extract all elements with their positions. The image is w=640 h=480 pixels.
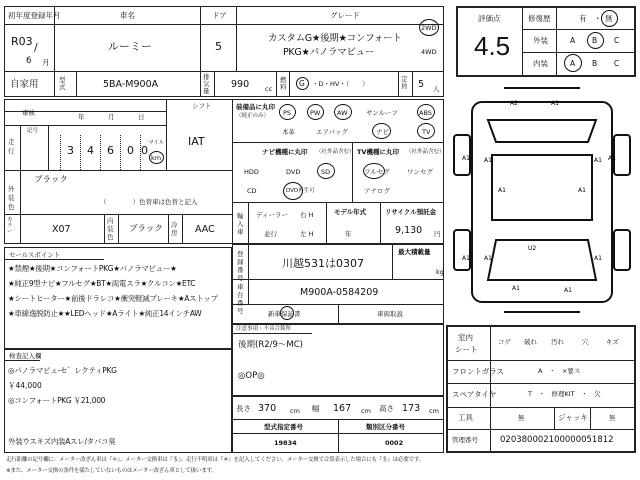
inspector-line-1: ◎パノラマビュ-セ゛レクティPKG bbox=[8, 366, 117, 375]
car-outline-icon bbox=[448, 80, 636, 320]
spare-label: スペアタイヤ bbox=[452, 390, 497, 399]
new-warranty: 新車保証書 bbox=[268, 310, 301, 318]
equip-tv: TV bbox=[422, 128, 431, 136]
ext-grade-label: 外装 bbox=[533, 36, 548, 45]
equipment-sub: （純正のみ） bbox=[236, 113, 270, 119]
reg-month: 6 bbox=[26, 56, 32, 66]
length-unit: cm bbox=[290, 407, 300, 415]
length-value: 370 bbox=[258, 403, 277, 414]
width-value: 167 bbox=[333, 403, 352, 414]
disp-label: 排気量 bbox=[203, 73, 210, 95]
mileage-digit-4: 0 bbox=[127, 144, 134, 157]
equip-aw: AW bbox=[337, 109, 348, 117]
diag-label-6: A1 bbox=[594, 157, 602, 164]
sheet-tear: 破れ bbox=[524, 338, 537, 346]
equip-navi: ナビ bbox=[376, 128, 389, 136]
sales-line-2: ★純正9型ナビ★フルセグ★BT★両電スラ★クルコン★ETC bbox=[8, 279, 196, 288]
footer-line1: 走行距離の記号欄に：メーター改ざん車は『＊』、メーター交換車は『＄』、走行不明車は『＃』を記入してください。メーター交換で合算表示した場合にも『＄』は必要です。 bbox=[6, 457, 425, 463]
sheet-scratch: キズ bbox=[606, 338, 619, 346]
mgmt-value: 020380002100000051812 bbox=[500, 435, 614, 445]
model-year-value: 年 bbox=[345, 230, 352, 238]
tools-label: 工具 bbox=[458, 413, 473, 422]
interior-color-value: ブラック bbox=[129, 224, 163, 234]
recycle-label: リサイクル預託金 bbox=[385, 208, 437, 216]
repair-yes: 有 bbox=[579, 14, 587, 23]
notes-label: 注意事項・不具合箇所 bbox=[236, 326, 292, 332]
category-no-value: 0002 bbox=[385, 439, 404, 447]
int-grade-b: B bbox=[592, 59, 598, 68]
navi-cd: CD bbox=[247, 187, 257, 195]
doors-value: 5 bbox=[215, 40, 222, 53]
exterior-note: （ ）色替車は色替と記入 bbox=[100, 198, 198, 206]
interior-color-label: 内装色 bbox=[107, 217, 114, 241]
sheet-hole: 穴 bbox=[582, 338, 589, 346]
height-label: 高さ bbox=[379, 404, 394, 413]
diag-label-1: A2 bbox=[510, 100, 518, 107]
exterior-label: 外装色 bbox=[8, 185, 15, 211]
ext-grade-a: A bbox=[570, 36, 576, 45]
diag-label-12: A1 bbox=[512, 285, 520, 292]
reg-no-value: 川越531は0307 bbox=[282, 257, 364, 270]
recycle-value: 9,130 bbox=[395, 225, 423, 236]
manual: 車両取説 bbox=[377, 310, 403, 318]
diag-label-10: A1 bbox=[484, 255, 492, 262]
mileage-unit-mile: マイル bbox=[148, 140, 165, 146]
diag-label-9: U2 bbox=[528, 245, 537, 252]
category-no-label: 類別区分番号 bbox=[366, 423, 405, 431]
drive-2wd: 2WD bbox=[421, 24, 437, 32]
diag-label-3: A1 bbox=[462, 155, 470, 162]
length-label: 長さ bbox=[236, 404, 251, 413]
int-grade-c: C bbox=[614, 59, 620, 68]
score-value: 4.5 bbox=[474, 31, 511, 61]
chassis-value: M900A-0584209 bbox=[300, 287, 379, 298]
recycle-unit: 円 bbox=[434, 230, 441, 238]
mileage-digit-1: 3 bbox=[67, 144, 74, 157]
fuel-rest: ・D・HV・（ ） bbox=[312, 80, 369, 88]
interior-sheet-label1: 室内 bbox=[458, 333, 473, 342]
repair-no: 無 bbox=[605, 14, 613, 23]
navi-dvd-play: DVD再生可 bbox=[286, 188, 315, 194]
tv-analog: アナログ bbox=[364, 187, 390, 195]
equip-sunroof: サンルーフ bbox=[366, 109, 398, 117]
payload-label: 最大積載量 bbox=[398, 248, 431, 256]
diag-label-8: A1 bbox=[578, 187, 586, 194]
navi-dvd: DVD bbox=[286, 168, 301, 176]
equip-abs: ABS bbox=[419, 109, 432, 117]
exterior-value: ブラック bbox=[34, 175, 68, 185]
mileage-digit-3: 6 bbox=[107, 144, 114, 157]
navi-sd: SD bbox=[321, 168, 331, 176]
inspector-label: 検査記入欄 bbox=[9, 352, 42, 360]
color-code-value: X07 bbox=[52, 224, 71, 235]
mileage-digit-2: 4 bbox=[87, 144, 94, 157]
height-unit: cm bbox=[429, 407, 439, 415]
int-grade-a: A bbox=[570, 59, 576, 68]
inspector-bottom: 外装ウスキズ内装Aスレ/タバコ臭 bbox=[8, 437, 116, 446]
ac-value: AAC bbox=[195, 224, 215, 235]
capacity-value: 5 bbox=[418, 79, 425, 90]
reg-no-label: 登録番号 bbox=[237, 250, 244, 282]
diag-label-5: A1 bbox=[484, 157, 492, 164]
navi-sub: （社外品含む） bbox=[316, 149, 355, 155]
car-name-label: 車名 bbox=[120, 11, 135, 20]
disp-unit: cc bbox=[265, 85, 273, 93]
payload-unit: kg bbox=[436, 268, 444, 276]
sheet-dirt: 汚れ bbox=[551, 338, 564, 346]
mileage-unit-km: km bbox=[151, 154, 162, 162]
tools-value: 無 bbox=[518, 414, 525, 422]
sales-line-4: ★車線逸脱防止★★LEDヘッド★Aライト★純正14インチAW bbox=[8, 309, 202, 318]
footer-line2: ※また、メーター交換の条件を満たしていないものはメーター改ざん車として扱います。 bbox=[6, 468, 217, 474]
grade-line2: PKG★パノラマビュー bbox=[283, 47, 375, 58]
usage-value: 自家用 bbox=[10, 79, 39, 90]
windshield-value: A ・ ×要ス bbox=[538, 367, 581, 375]
tv-oneseg: ワンセグ bbox=[407, 168, 433, 176]
int-grade-label: 内装 bbox=[533, 59, 548, 68]
chassis-label: 車台番号 bbox=[237, 283, 244, 315]
capacity-unit: 人 bbox=[433, 85, 440, 93]
reg-month-unit: 月 bbox=[42, 58, 50, 67]
fuel-label: 燃料 bbox=[280, 76, 287, 91]
import-parallel: 並行 bbox=[264, 230, 277, 238]
inspection-label: 車検 bbox=[22, 109, 35, 117]
navi-hdd: HDD bbox=[244, 168, 259, 176]
jack-value: 無 bbox=[609, 414, 616, 422]
tv-sub: （社外品含む） bbox=[406, 149, 445, 155]
type-label: 型式 bbox=[59, 76, 66, 91]
grade-line1: カスタムG★後期★コンフォート bbox=[268, 33, 402, 44]
notes-line2: ◎OP◎ bbox=[238, 371, 265, 381]
ac-label: 冷房 bbox=[171, 221, 178, 237]
import-label: 輸入車 bbox=[237, 212, 244, 236]
height-value: 173 bbox=[402, 403, 421, 414]
diag-label-4: A1 bbox=[608, 155, 616, 162]
sales-line-1: ★禁煙★後期★コンフォートPKG★パノラマビュー★ bbox=[8, 264, 177, 273]
color-code-label: カラー bbox=[7, 217, 13, 235]
inspection-day: 日 bbox=[138, 113, 145, 121]
car-name-value: ルーミー bbox=[108, 40, 152, 53]
import-dealer: ディーラー bbox=[256, 211, 288, 219]
spare-value: T ・ 修理KIT ・ 欠 bbox=[528, 390, 601, 398]
diag-label-13: A1 bbox=[564, 287, 572, 294]
reg-year: R03 bbox=[11, 35, 33, 48]
score-label: 評価点 bbox=[478, 14, 501, 23]
ext-grade-b: B bbox=[592, 36, 598, 45]
ext-grade-c: C bbox=[614, 36, 620, 45]
equip-ps: PS bbox=[283, 109, 292, 117]
equipment-title: 装備品に丸印 bbox=[236, 103, 275, 111]
mileage-digit-5: 0 bbox=[141, 144, 148, 157]
type-value: 5BA-M900A bbox=[103, 79, 159, 90]
car-diagram bbox=[448, 80, 636, 320]
reg-date-label: 初年度登録年月 bbox=[8, 11, 61, 20]
mileage-label: 走行 bbox=[8, 138, 15, 155]
navi-title: ナビ機種に丸印 bbox=[262, 148, 308, 156]
drive-4wd: 4WD bbox=[421, 48, 437, 56]
repair-label: 修復歴 bbox=[528, 14, 551, 23]
tv-title: TV機種に丸印 bbox=[357, 148, 399, 156]
inspection-month: 月 bbox=[108, 113, 115, 121]
windshield-label: フロントガラス bbox=[452, 367, 505, 376]
shift-label: シフト bbox=[192, 102, 212, 110]
model-year-label: モデル年式 bbox=[334, 208, 367, 216]
import-left: 左 H bbox=[300, 230, 314, 238]
type-no-label: 型式指定番号 bbox=[264, 423, 303, 431]
mgmt-label: 管理番号 bbox=[452, 436, 478, 444]
inspection-year: 年 bbox=[78, 113, 85, 121]
equip-airbag: エアバッグ bbox=[316, 128, 348, 136]
fuel-g: G bbox=[299, 79, 305, 88]
interior-sheet-label2: シート bbox=[455, 345, 478, 354]
import-right: 右 H bbox=[300, 211, 314, 219]
width-unit: cm bbox=[361, 407, 371, 415]
tv-fullseg: フルセグ bbox=[364, 168, 390, 176]
type-no-value: 19834 bbox=[274, 439, 297, 447]
notes-line1: 後期(R2/9〜MC) bbox=[238, 340, 303, 350]
diag-label-7: A1 bbox=[498, 187, 506, 194]
diag-label-2: A1 bbox=[551, 100, 559, 107]
capacity-label: 定員 bbox=[401, 75, 408, 90]
shift-value: IAT bbox=[188, 135, 205, 148]
repair-dot: ・ bbox=[594, 14, 602, 23]
equip-leather: 本革 bbox=[282, 128, 295, 136]
reg-slash: / bbox=[34, 41, 38, 54]
sales-line-3: ★シートヒーター★前後ドラレコ★衝突軽減ブレーキ★Aストップ bbox=[8, 294, 218, 303]
inspector-line-3: ◎コンフォートPKG ￥21,000 bbox=[8, 396, 106, 405]
mileage-col-head: 記号 bbox=[27, 128, 39, 134]
disp-value: 990 bbox=[231, 79, 250, 90]
sheet-burn: コゲ bbox=[498, 338, 511, 346]
notes-box bbox=[232, 324, 444, 396]
diag-label-11: A1 bbox=[594, 255, 602, 262]
jack-label: ジャッキ bbox=[558, 413, 588, 422]
width-label: 幅 bbox=[312, 404, 320, 413]
inspector-line-2: ￥44,000 bbox=[8, 381, 42, 390]
diag-label-14: A1 bbox=[462, 255, 470, 262]
equip-pw: PW bbox=[310, 109, 321, 117]
sales-points-label: セールスポイント bbox=[9, 251, 61, 259]
grade-label: グレード bbox=[330, 11, 360, 20]
doors-label: ドア bbox=[212, 11, 227, 20]
